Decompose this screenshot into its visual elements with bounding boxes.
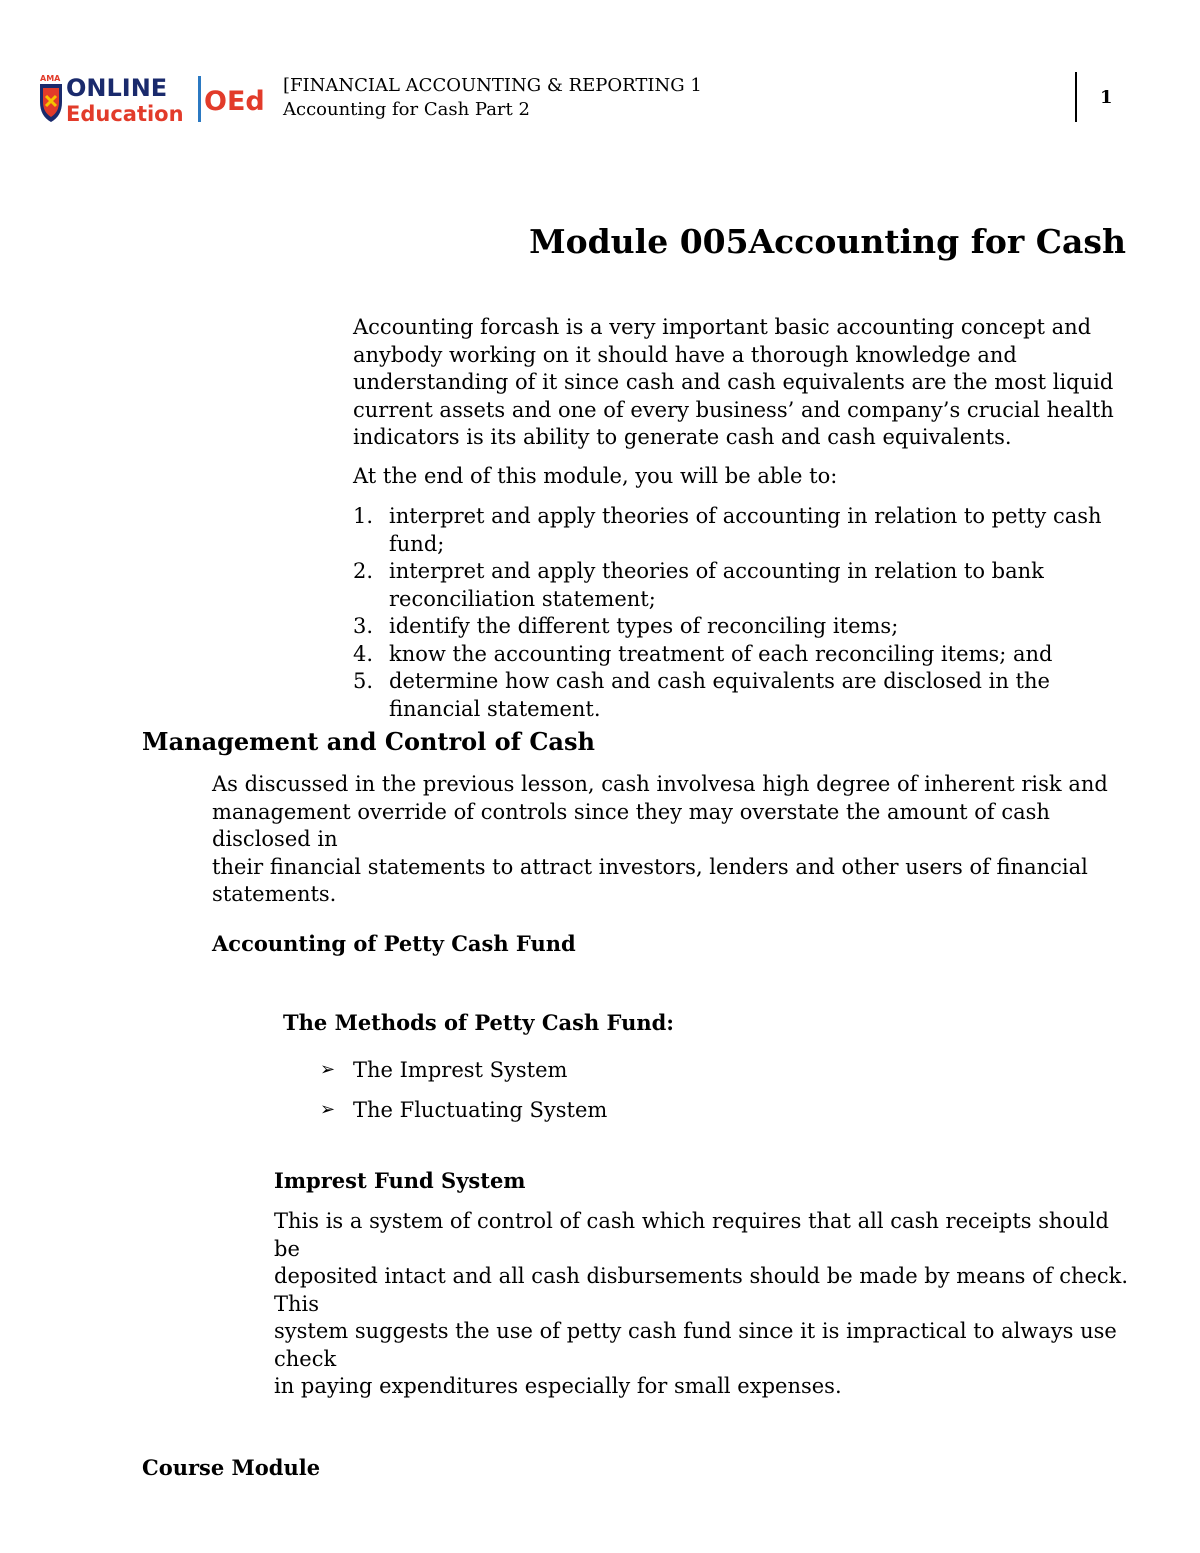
method-item bbox=[320, 1050, 607, 1090]
objective-text: interpret and apply theories of accounting in relation to petty cash fund; bbox=[389, 504, 1102, 556]
objective-text: know the accounting treatment of each reconciling items; and bbox=[389, 641, 1053, 666]
management-heading: Management and Control of Cash bbox=[142, 727, 595, 756]
intro-paragraph bbox=[353, 314, 1123, 452]
objectives-list bbox=[353, 503, 1123, 723]
logo-oed-text: OEd bbox=[204, 86, 265, 117]
imprest-line: deposited intact and all cash disbursements should be made by means of check. This bbox=[274, 1264, 1129, 1316]
ama-shield-icon bbox=[40, 84, 62, 122]
objective-number: 4. bbox=[353, 641, 374, 666]
page-number: 1 bbox=[1100, 87, 1113, 108]
management-line: statements. bbox=[212, 882, 337, 906]
objective-number: 3. bbox=[353, 614, 374, 638]
objective-item bbox=[353, 668, 1123, 723]
logo-badge-text: AMA bbox=[40, 74, 61, 83]
objectives-lead: At the end of this module, you will be able to: bbox=[353, 464, 838, 488]
method-text: The Imprest System bbox=[353, 1058, 568, 1082]
intro-line: anybody working on it should have a thorough knowledge and bbox=[353, 342, 1017, 367]
imprest-line: This is a system of control of cash which requires that all cash receipts should be bbox=[274, 1209, 1109, 1261]
objective-text: interpret and apply theories of accounting in relation to bank reconciliation statement; bbox=[389, 559, 1044, 611]
arrow-bullet-icon: ➢ bbox=[320, 1059, 336, 1080]
header-divider bbox=[1075, 72, 1077, 122]
objective-number: 2. bbox=[353, 559, 374, 583]
methods-list bbox=[320, 1050, 607, 1130]
arrow-bullet-icon: ➢ bbox=[320, 1099, 336, 1120]
online-education-logo bbox=[36, 72, 276, 126]
objective-item bbox=[353, 613, 1123, 641]
petty-cash-heading: Accounting of Petty Cash Fund bbox=[212, 931, 576, 956]
intro-line: Accounting forcash is a very important basic accounting concept and bbox=[353, 315, 1092, 339]
management-line: As discussed in the previous lesson, cash involvesa high degree of inherent risk and bbox=[212, 772, 1108, 796]
objective-number: 1. bbox=[353, 504, 374, 528]
logo-education-text: Education bbox=[66, 102, 184, 126]
imprest-line: in paying expenditures especially for small expenses. bbox=[274, 1374, 842, 1398]
course-subtitle: Accounting for Cash Part 2 bbox=[283, 99, 530, 120]
method-item bbox=[320, 1090, 607, 1130]
logo-online-text: ONLINE bbox=[66, 74, 168, 102]
intro-line: indicators is its ability to generate cash and cash equivalents. bbox=[353, 425, 1012, 449]
course-title: [FINANCIAL ACCOUNTING & REPORTING 1 bbox=[283, 75, 702, 96]
intro-line: current assets and one of every business’ and company’s crucial health bbox=[353, 397, 1114, 422]
footer-label: Course Module bbox=[142, 1455, 321, 1480]
objective-text: identify the different types of reconciling items; bbox=[389, 614, 899, 638]
imprest-line: system suggests the use of petty cash fund since it is impractical to always use check bbox=[274, 1319, 1117, 1371]
management-line: their financial statements to attract investors, lenders and other users of financial bbox=[212, 854, 1088, 879]
objective-number: 5. bbox=[353, 669, 374, 693]
objective-text: determine how cash and cash equivalents are disclosed in the financial statement. bbox=[389, 669, 1050, 721]
imprest-paragraph bbox=[274, 1208, 1129, 1401]
objective-item bbox=[353, 558, 1123, 613]
management-paragraph bbox=[212, 771, 1127, 909]
imprest-heading: Imprest Fund System bbox=[274, 1168, 526, 1193]
module-title: Module 005Accounting for Cash bbox=[529, 222, 1126, 261]
methods-heading: The Methods of Petty Cash Fund: bbox=[283, 1010, 675, 1035]
method-text: The Fluctuating System bbox=[353, 1098, 608, 1122]
management-line: management override of controls since they may overstate the amount of cash disclosed in bbox=[212, 799, 1050, 851]
header-text bbox=[283, 74, 702, 122]
logo-divider bbox=[198, 76, 201, 122]
objective-item bbox=[353, 503, 1123, 558]
intro-line: understanding of it since cash and cash equivalents are the most liquid bbox=[353, 370, 1114, 394]
objective-item bbox=[353, 641, 1123, 669]
